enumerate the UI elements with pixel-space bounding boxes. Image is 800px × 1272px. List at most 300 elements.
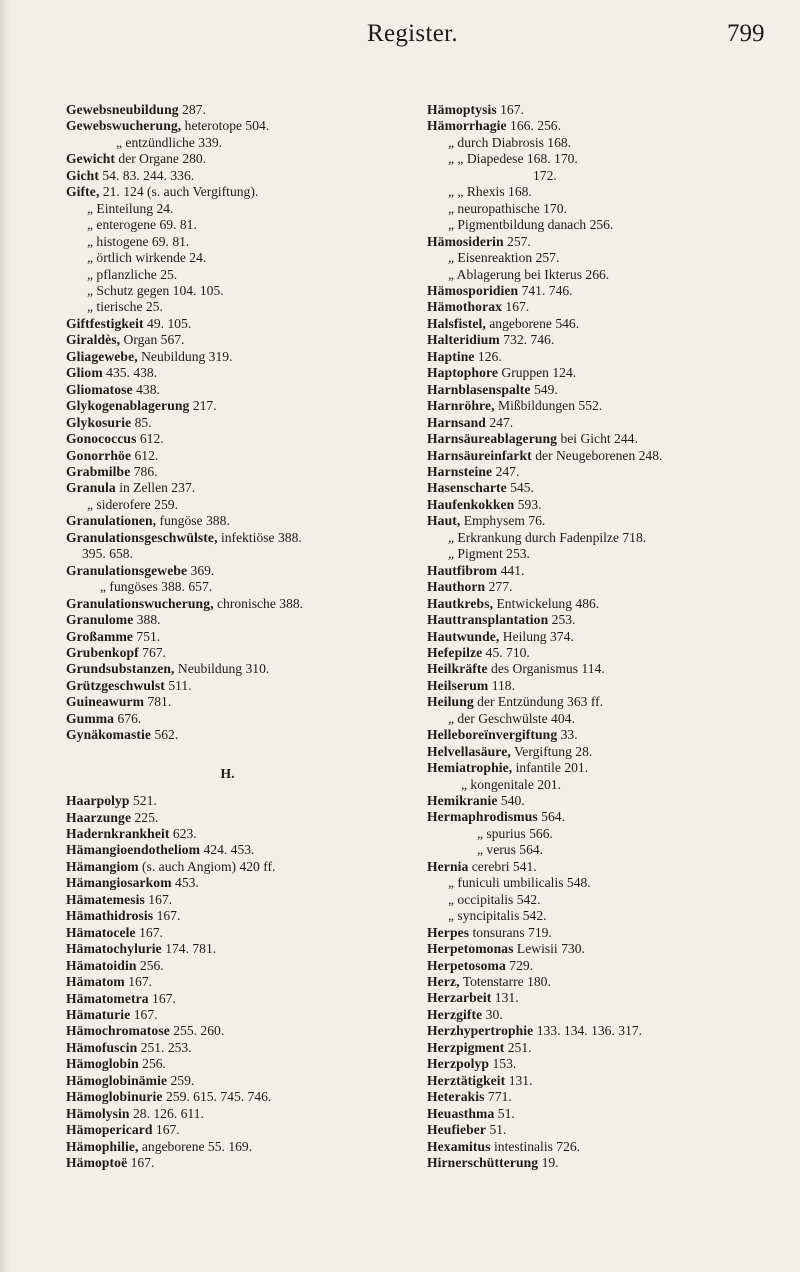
entry-refs: infantile 201. [512,760,589,776]
entry-headword: Hämolysin [66,1105,130,1121]
index-entry [427,283,777,299]
entry-headword: Hämoptysis [427,102,497,117]
entry-refs: „ spurius 566. [477,825,553,841]
index-entry [66,958,411,974]
entry-refs: 33. [557,727,578,743]
entry-headword: Giftfestigkeit [66,315,144,331]
entry-headword: Herzhypertrophie [427,1023,534,1039]
index-subentry [66,250,411,266]
entry-refs: 51. [494,1105,515,1121]
entry-headword: Hämatemesis [66,891,145,907]
entry-refs: 167. [153,908,181,924]
entry-refs: 562. [151,727,179,743]
entry-headword: Harnsäureinfarkt [427,447,532,463]
entry-headword: Gewicht [66,151,116,167]
page-edge-shadow [0,0,10,1272]
index-entry [66,875,411,891]
index-entry [427,596,777,612]
index-entry [427,727,777,743]
entry-refs: Neubildung 319. [137,348,233,364]
entry-headword: Gewebswucherung, [66,118,182,134]
entry-refs: „ fungöses 388. 657. [100,579,213,595]
entry-refs: „ pflanzliche 25. [87,266,178,282]
index-subentry [66,135,411,151]
entry-headword: Grubenkopf [66,644,139,660]
index-entry [66,1040,411,1056]
entry-refs: „ Einteilung 24. [87,200,174,216]
entry-headword: Guineawurm [66,694,145,710]
entry-headword: Hasenscharte [427,480,507,496]
entry-refs: 45. 710. [482,644,530,660]
index-subentry [427,908,777,924]
index-entry [66,612,411,628]
entry-refs: 612. [136,431,164,447]
index-entry [427,941,777,957]
entry-headword: Hämochromatose [66,1023,170,1039]
entry-refs: 786. [130,463,158,479]
entry-refs: in Zellen 237. [115,480,196,496]
entry-refs: der Organe 280. [115,151,207,167]
entry-refs: 453. [171,875,199,891]
index-entry [427,744,777,760]
entry-headword: Hautkrebs, [427,595,494,611]
entry-refs: 612. [131,447,159,463]
entry-refs: Vergiftung 28. [510,743,593,759]
index-subentry [427,546,777,562]
index-entry [427,349,777,365]
entry-headword: Harnsteine [427,463,493,479]
index-entry [427,316,777,332]
entry-headword: Hauttransplantation [427,612,549,628]
index-entry [427,431,777,447]
index-subentry [66,217,411,233]
entry-refs: angeborene 55. 169. [138,1138,253,1154]
entry-headword: Hemiatrophie, [427,760,513,776]
index-entry [66,925,411,941]
entry-headword: Grabmilbe [66,463,131,479]
index-entry [427,365,777,381]
index-entry [427,661,777,677]
entry-refs: 126. [474,348,502,364]
index-entry [66,826,411,842]
entry-headword: Hautwunde, [427,628,500,644]
entry-refs: 676. [114,710,142,726]
entry-refs: der Entzündung 363 ff. [473,694,604,710]
index-entry [66,513,411,529]
entry-headword: Heufieber [427,1122,487,1138]
entry-refs: 277. [485,579,513,595]
entry-refs: „ histogene 69. 81. [87,233,190,249]
entry-refs: 732. 746. [499,332,555,348]
index-entry [427,513,777,529]
entry-refs: 438. [132,381,160,397]
entry-refs: 593. [514,496,542,512]
entry-refs: „ durch Diabrosis 168. [448,134,572,150]
index-entry [427,990,777,1006]
entry-refs: 167. [127,1155,155,1171]
index-subentry [427,184,777,200]
index-subentry [427,135,777,151]
entry-refs: 369. [187,562,215,578]
index-entry [427,1056,777,1072]
index-entry [427,332,777,348]
entry-headword: Harnröhre, [427,398,495,414]
entry-refs: Organ 567. [120,332,185,348]
index-entry [427,629,777,645]
index-entry [66,1139,411,1155]
index-entry [66,431,411,447]
entry-refs: 251. [504,1039,532,1055]
entry-headword: Heilung [427,694,474,710]
entry-headword: Hexamitus [427,1138,491,1154]
entry-headword: Gicht [66,167,99,183]
entry-refs: 751. [133,628,161,644]
entry-headword: Hämangiom [66,858,139,874]
entry-headword: Granula [66,480,116,496]
entry-headword: Gewebsneubildung [66,102,179,117]
index-entry [66,991,411,1007]
entry-headword: Granulationsgewebe [66,562,188,578]
index-entry [427,579,777,595]
index-subentry [66,201,411,217]
entry-refs: „ funiculi umbilicalis 548. [448,875,591,891]
index-entry [66,448,411,464]
index-subentry [66,497,411,513]
index-entry [66,102,411,118]
page-header [0,10,800,50]
index-entry [427,299,777,315]
entry-refs: Lewisii 730. [513,941,585,957]
entry-refs: 435. 438. [102,365,158,381]
entry-refs: „ tierische 25. [87,299,163,315]
entry-headword: Helleboreïnvergiftung [427,727,558,743]
index-subentry [427,217,777,233]
entry-refs: 257. [503,233,531,249]
entry-headword: Heuasthma [427,1105,495,1121]
entry-refs: Emphysem 76. [460,513,546,529]
entry-refs: 167. [144,891,173,907]
index-entry [66,645,411,661]
entry-refs: 174. 781. [161,941,217,957]
entry-headword: Haptophore [427,365,498,381]
entry-headword: Herpetomonas [427,941,514,957]
entry-refs: Neubildung 310. [174,661,270,677]
index-subentry [427,530,777,546]
index-entry [427,809,777,825]
page-number: 799 [727,20,765,47]
entry-headword: Hämosiderin [427,233,504,249]
entry-headword: Hefepilze [427,644,483,660]
entry-headword: Hämaturie [66,1007,131,1023]
index-entry [427,448,777,464]
index-entry [66,184,411,200]
entry-headword: Haarpolyp [66,793,130,809]
entry-refs: 256. [138,1056,166,1072]
entry-refs: 441. [497,562,525,578]
entry-refs: „ Erkrankung durch Fadenpilze 718. [448,529,647,545]
entry-headword: Hauthorn [427,579,486,595]
index-entry [427,645,777,661]
entry-headword: Hämophilie, [66,1138,139,1154]
index-entry [427,612,777,628]
index-entry [66,1056,411,1072]
entry-headword: Grützgeschwulst [66,677,165,693]
entry-refs: 131. [505,1072,533,1088]
index-entry [66,118,411,134]
index-subentry [427,826,777,842]
index-subentry [427,250,777,266]
entry-headword: Giraldès, [66,332,121,348]
index-entry [66,365,411,381]
index-subentry [66,267,411,283]
entry-headword: Hämofuscin [66,1039,138,1055]
entry-headword: Hirnerschütterung [427,1155,539,1170]
index-column-left [66,102,411,1172]
entry-headword: Gynäkomastie [66,727,152,743]
index-entry [427,234,777,250]
entry-headword: Granulome [66,612,134,628]
entry-headword: Herzpigment [427,1039,505,1055]
entry-refs: „ örtlich wirkende 24. [87,250,207,266]
entry-refs: 729. [505,957,534,973]
entry-refs: 253. [548,612,576,628]
index-entry [427,958,777,974]
entry-refs: 247. [485,414,514,430]
index-entry [66,974,411,990]
entry-refs: 545. [506,480,534,496]
index-entry [66,678,411,694]
entry-refs: 28. 126. 611. [129,1105,204,1121]
index-subentry [427,777,777,793]
entry-refs: chronische 388. [213,595,304,611]
index-entry [66,415,411,431]
entry-headword: Hämoglobinämie [66,1072,168,1088]
entry-headword: Hämoptoë [66,1155,128,1171]
index-entry [66,941,411,957]
entry-refs: angeborene 546. [485,315,580,331]
index-entry [66,530,411,546]
entry-refs: infektiöse 388. [217,529,302,545]
entry-headword: Hämosporidien [427,282,519,298]
index-entry [427,1040,777,1056]
entry-refs: 51. [486,1122,507,1138]
index-entry [427,974,777,990]
entry-refs: 256. [136,957,164,973]
entry-refs: 388. [133,612,161,628]
entry-refs: „ Schutz gegen 104. 105. [87,282,224,298]
index-subentry [427,267,777,283]
entry-headword: Herzarbeit [427,990,492,1006]
entry-headword: Granulationen, [66,513,157,529]
entry-headword: Halsfistel, [427,315,486,331]
entry-headword: Granulationswucherung, [66,595,214,611]
entry-refs: „ „ Diapedese 168. 170. [448,151,578,167]
running-title: Register. [367,20,458,47]
index-entry [427,398,777,414]
entry-headword: Herpes [427,924,470,940]
entry-refs: 153. [489,1056,517,1072]
entry-refs: 781. [144,694,172,710]
entry-headword: Haut, [427,513,461,529]
index-entry [427,1007,777,1023]
entry-refs: 49. 105. [143,315,192,331]
entry-headword: Hämoglobinurie [66,1089,163,1105]
index-entry [66,349,411,365]
entry-headword: Heterakis [427,1089,485,1105]
index-entry [427,925,777,941]
entry-headword: Gliomatose [66,381,133,397]
index-entry [427,1122,777,1138]
index-subentry [427,711,777,727]
entry-refs: Gruppen 124. [498,365,577,381]
entry-headword: Haptine [427,348,475,364]
index-entry [66,908,411,924]
entry-headword: Glykosurie [66,414,132,430]
entry-refs: 172. [533,167,557,183]
entry-headword: Helvellasäure, [427,743,511,759]
entry-refs: 771. [484,1089,512,1105]
entry-refs: 19. [538,1155,559,1170]
entry-refs: cerebri 541. [468,858,537,874]
entry-headword: Hernia [427,858,469,874]
index-entry [66,859,411,875]
index-entry [66,793,411,809]
entry-refs: 167. [152,1122,180,1138]
entry-headword: Heilserum [427,677,489,693]
entry-headword: Herztätigkeit [427,1072,506,1088]
entry-refs: 511. [164,677,192,693]
entry-refs: „ siderofere 259. [87,496,178,512]
entry-refs: Totenstarre 180. [459,974,551,990]
entry-headword: Gumma [66,710,115,726]
entry-refs: 133. 134. 136. 317. [533,1023,643,1039]
entry-headword: Hämatocele [66,924,136,940]
entry-headword: Glykogenablagerung [66,398,190,414]
entry-refs: 30. [482,1006,503,1022]
entry-headword: Harnsand [427,414,486,430]
index-entry [66,1023,411,1039]
entry-refs: 167. [130,1007,158,1023]
entry-headword: Hämopericard [66,1122,153,1138]
entry-refs: 167. [502,299,530,315]
entry-refs: Mißbildungen 552. [494,398,603,414]
index-entry [66,842,411,858]
index-entry [427,1023,777,1039]
entry-refs: 247. [492,463,520,479]
entry-refs: 85. [131,414,152,430]
index-entry [66,810,411,826]
entry-refs: 21. 124 (s. auch Vergiftung). [99,184,259,200]
index-entry [66,1155,411,1171]
index-entry [427,480,777,496]
entry-refs: 424. 453. [200,842,255,858]
index-entry [427,1073,777,1089]
entry-refs: „ der Geschwülste 404. [448,710,575,726]
entry-refs: 549. [530,381,558,397]
entry-refs: „ entzündliche 339. [116,134,223,150]
index-entry [427,1089,777,1105]
entry-headword: Hadernkrankheit [66,826,170,842]
entry-refs: Heilung 374. [499,628,574,644]
entry-refs: 118. [488,677,515,693]
entry-headword: Hämatochylurie [66,941,162,957]
index-entry [427,1155,777,1171]
index-entry [66,563,411,579]
entry-refs: 623. [169,826,197,842]
entry-headword: Gliom [66,365,103,381]
entry-headword: Herzpolyp [427,1056,490,1072]
entry-headword: Harnsäureablagerung [427,431,558,447]
entry-refs: (s. auch Angiom) 420 ff. [138,858,276,874]
entry-refs: fungöse 388. [156,513,230,529]
index-entry [427,382,777,398]
entry-refs: 225. [131,809,159,825]
index-entry [427,1139,777,1155]
entry-refs: 255. 260. [169,1023,225,1039]
index-entry [66,316,411,332]
entry-refs: 395. 658. [82,546,133,562]
entry-refs: tonsurans 719. [469,924,552,940]
entry-refs: 167. [148,990,176,1006]
entry-refs: „ kongenitale 201. [461,776,562,792]
entry-refs: 521. [129,793,157,809]
index-entry [66,464,411,480]
entry-refs: heterotope 504. [181,118,270,134]
index-entry [66,892,411,908]
entry-headword: Hämangiosarkom [66,875,172,891]
entry-headword: Hämatoidin [66,957,137,973]
section-letter: H. [220,765,235,781]
index-entry [66,1073,411,1089]
index-subentry [66,283,411,299]
index-entry [66,694,411,710]
index-subentry [66,299,411,315]
index-subentry [427,151,777,167]
entry-refs: „ occipitalis 542. [448,891,541,907]
entry-headword: Herz, [427,974,460,990]
entry-headword: Großamme [66,628,133,644]
index-entry [66,727,411,743]
entry-refs: „ syncipitalis 542. [448,908,547,924]
entry-headword: Haufenkokken [427,496,515,512]
entry-refs: 217. [189,398,217,414]
index-entry [66,596,411,612]
entry-refs: intestinalis 726. [490,1138,581,1154]
index-entry [427,793,777,809]
index-subentry [427,892,777,908]
entry-headword: Hämoglobin [66,1056,139,1072]
entry-refs: bei Gicht 244. [557,431,638,447]
index-entry [66,332,411,348]
entry-headword: Hämatometra [66,990,149,1006]
index-entry [427,118,777,134]
entry-headword: Hämatom [66,974,125,990]
entry-refs: 287. [178,102,206,117]
index-entry [66,480,411,496]
index-entry [66,1122,411,1138]
entry-refs: 167. [496,102,524,117]
entry-refs: „ neuropathische 170. [448,200,567,216]
entry-headword: Hemikranie [427,793,498,809]
entry-refs: „ Pigmentbildung danach 256. [448,217,614,233]
index-column-right [427,102,777,1171]
entry-headword: Gifte, [66,184,100,200]
entry-headword: Hämothorax [427,299,503,315]
entry-headword: Hämathidrosis [66,908,154,924]
entry-refs: 54. 83. 244. 336. [98,167,195,183]
index-entry [427,1106,777,1122]
index-entry [427,760,777,776]
